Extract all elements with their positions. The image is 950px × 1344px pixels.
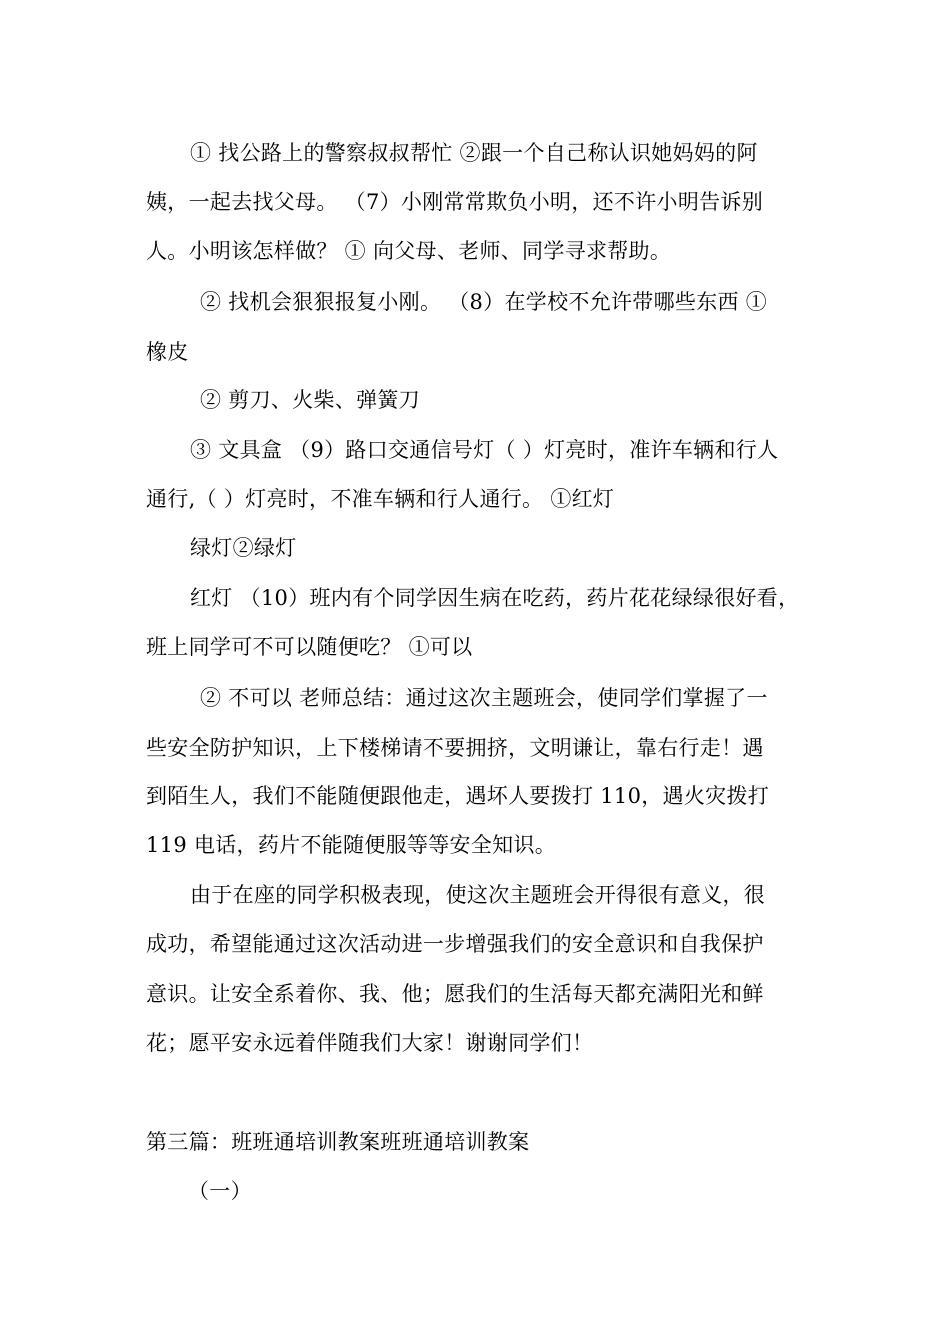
text-line: 班上同学可不可以随便吃？ ①可以	[146, 635, 473, 659]
text-line: 红灯 （10）班内有个同学因生病在吃药，药片花花绿绿很好看，	[190, 586, 800, 610]
text-line: 通行,（ ）灯亮时，不准车辆和行人通行。 ①红灯	[146, 487, 615, 511]
text-line: ① 找公路上的警察叔叔帮忙 ②跟一个自己称认识她妈妈的阿	[190, 141, 758, 165]
text-line: 成功，希望能通过这次活动进一步增强我们的安全意识和自我保护	[146, 932, 764, 956]
text-line: ② 找机会狠狠报复小刚。 （8）在学校不允许带哪些东西 ①	[200, 290, 768, 314]
text-line: 由于在座的同学积极表现，使这次主题班会开得很有意义，很	[190, 883, 766, 907]
text-line: 119 电话，药片不能随便服等等安全知识。	[146, 833, 557, 857]
text-line: 花；愿平安永远着伴随我们大家！谢谢同学们！	[146, 1031, 594, 1055]
text-line: 人。小明该怎样做？ ① 向父母、老师、同学寻求帮助。	[146, 239, 672, 263]
text-line: ② 剪刀、火柴、弹簧刀	[200, 388, 420, 412]
text-line: 意识。让安全系着你、我、他；愿我们的生活每天都充满阳光和鲜	[146, 982, 764, 1006]
text-line: ② 不可以 老师总结：通过这次主题班会，使同学们掌握了一	[200, 686, 768, 710]
text-line: 橡皮	[146, 340, 189, 364]
text-line: 姨，一起去找父母。 （7）小刚常常欺负小明，还不许小明告诉别	[146, 190, 764, 214]
text-line: 些安全防护知识，上下楼梯请不要拥挤，文明谦让，靠右行走！遇	[146, 736, 764, 760]
subsection-heading: （一）	[188, 1179, 252, 1203]
text-line: 到陌生人，我们不能随便跟他走，遇坏人要拨打 110，遇火灾拨打	[146, 784, 770, 808]
text-line: 绿灯②绿灯	[190, 536, 297, 560]
text-line: ③ 文具盒 （9）路口交通信号灯（ ）灯亮时，准许车辆和行人	[190, 438, 779, 462]
section-heading: 第三篇：班班通培训教案班班通培训教案	[146, 1130, 530, 1154]
